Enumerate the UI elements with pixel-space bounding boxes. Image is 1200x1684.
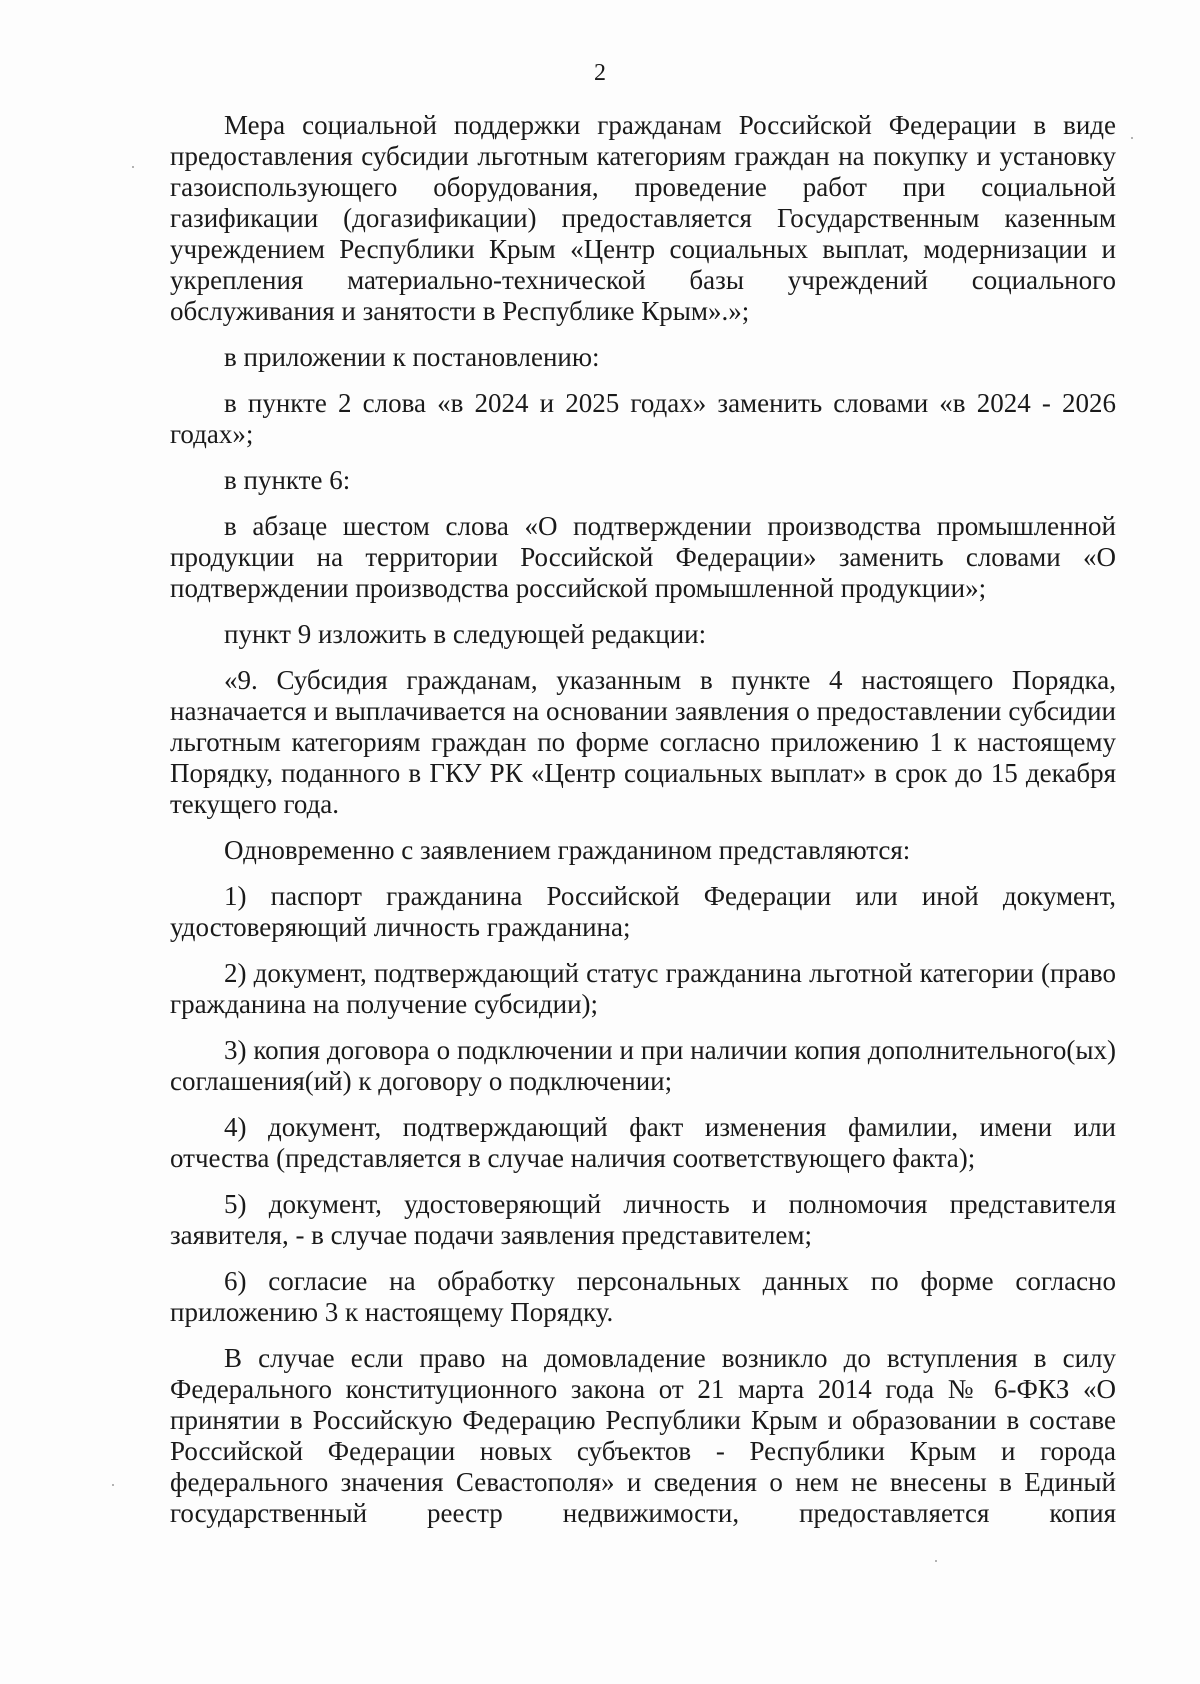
paragraph-property-right: В случае если право на домовладение возникло до вступления в силу Федерального конституционного закона от 21 марта 2014 года № 6-ФКЗ «О принятии в Российскую Федерацию Республики Крым и образовании в составе Российской Федерации новых субъектов - Республики Крым и города федерального значения Севастополя» и сведения о нем не внесены в Единый государственный реестр недвижимости, предоставляется копия xyxy=(170,1343,1116,1528)
list-item-1: 1) паспорт гражданина Российской Федерации или иной документ, удостоверяющий личность гражданина; xyxy=(170,881,1116,942)
paragraph-item-2: в пункте 2 слова «в 2024 и 2025 годах» заменить словами «в 2024 - 2026 годах»; xyxy=(170,388,1116,449)
page-number: 2 xyxy=(594,60,606,86)
scan-speck xyxy=(132,166,134,168)
list-item-6: 6) согласие на обработку персональных данных по форме согласно приложению 3 к настоящему Порядку. xyxy=(170,1266,1116,1327)
paragraph-social-support: Мера социальной поддержки гражданам Российской Федерации в виде предоставления субсидии льготным категориям граждан на покупку и установку газоиспользующего оборудования, проведение работ при социальной газификации (догазификации) предоставляется Государственным казенным учреждением Республики Крым «Центр социальных выплат, модернизации и укрепления материально-технической базы учреждений социального обслуживания и занятости в Республике Крым».»; xyxy=(170,110,1116,326)
scan-speck xyxy=(112,1484,114,1486)
scan-speck xyxy=(935,1560,937,1562)
paragraph-sixth-abzac: в абзаце шестом слова «О подтверждении производства промышленной продукции на территории Российской Федерации» заменить словами «О подтверждении производства российской промышленной продукции»; xyxy=(170,511,1116,603)
list-item-3: 3) копия договора о подключении и при наличии копия дополнительного(ых) соглашения(ий) к договору о подключении; xyxy=(170,1035,1116,1096)
paragraph-appendix-intro: в приложении к постановлению: xyxy=(224,342,600,372)
paragraph-item-9-text: «9. Субсидия гражданам, указанным в пункте 4 настоящего Порядка, назначается и выплачивается на основании заявления о предоставлении субсидии льготным категориям граждан по форме согласно приложению 1 к настоящему Порядку, поданного в ГКУ РК «Центр социальных выплат» в срок до 15 декабря текущего года. xyxy=(170,665,1116,819)
paragraph-documents-intro: Одновременно с заявлением гражданином представляются: xyxy=(224,835,911,865)
document-body xyxy=(170,110,1116,1529)
paragraph-item-9-intro: пункт 9 изложить в следующей редакции: xyxy=(224,619,707,649)
paragraph-item-6: в пункте 6: xyxy=(224,465,351,495)
scan-speck xyxy=(1131,137,1133,139)
list-item-4: 4) документ, подтверждающий факт изменения фамилии, имени или отчества (представляется в случае наличия соответствующего факта); xyxy=(170,1112,1116,1173)
list-item-2: 2) документ, подтверждающий статус гражданина льготной категории (право гражданина на получение субсидии); xyxy=(170,958,1116,1019)
list-item-5: 5) документ, удостоверяющий личность и полномочия представителя заявителя, - в случае подачи заявления представителем; xyxy=(170,1189,1116,1250)
